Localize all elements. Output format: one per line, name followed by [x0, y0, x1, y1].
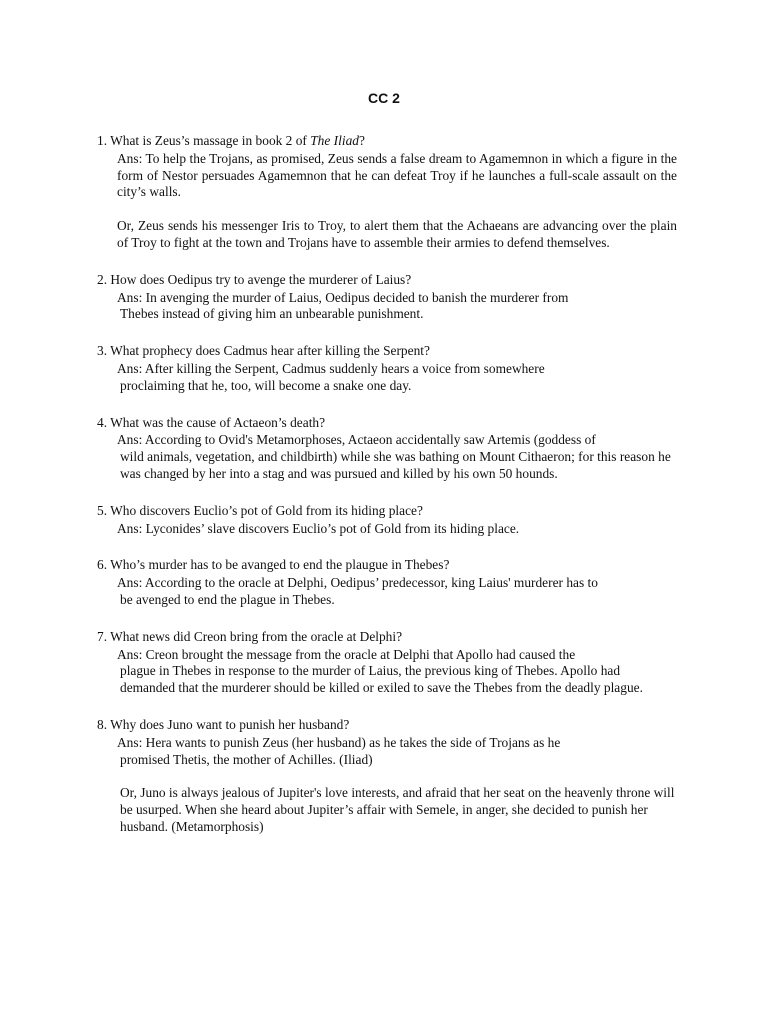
answer-1-paragraph-2: Or, Zeus sends his messenger Iris to Troy, to alert them that the Achaeans are advancing over the plain of Troy to fight at the town and Trojans have to assemble their armies to defend themselves.	[117, 218, 677, 250]
question-7: 7. What news did Creon bring from the oracle at Delphi?	[97, 628, 403, 644]
question-8: 8. Why does Juno want to punish her husband?	[97, 716, 350, 732]
qa-item-6	[97, 557, 677, 608]
answer-1	[117, 151, 677, 252]
qa-item-7	[97, 629, 677, 697]
qa-item-3	[97, 343, 677, 394]
qa-item-5	[97, 503, 677, 538]
question-6: 6. Who’s murder has to be avanged to end the plaugue in Thebes?	[97, 557, 450, 573]
qa-item-1	[97, 133, 677, 252]
page-title: CC 2	[368, 90, 400, 106]
book-title: The Iliad	[310, 133, 359, 148]
answer-6: Ans: According to the oracle at Delphi, Oedipus’ predecessor, king Laius' murderer has to be avenged to end the plague in Thebes.	[117, 575, 598, 607]
question-4: 4. What was the cause of Actaeon’s death?	[97, 414, 326, 430]
qa-item-2	[97, 272, 677, 323]
qa-item-4	[97, 415, 677, 483]
answer-5: Ans: Lyconides’ slave discovers Euclio’s pot of Gold from its hiding place.	[117, 520, 520, 536]
answer-1-paragraph-1: Ans: To help the Trojans, as promised, Zeus sends a false dream to Agamemnon in which a figure in the form of Nestor persuades Agamemnon that he can defeat Troy if he launches a full-scale assault on the city’s walls.	[117, 150, 677, 200]
question-3: 3. What prophecy does Cadmus hear after killing the Serpent?	[97, 343, 430, 359]
qa-item-8	[97, 717, 677, 836]
answer-8-paragraph-2: Or, Juno is always jealous of Jupiter's love interests, and afraid that her seat on the heavenly throne will be usurped. When she heard about Jupiter’s affair with Semele, in anger, she decided to punish her husband. (Metamorphosis)	[120, 785, 675, 834]
answer-4: Ans: According to Ovid's Metamorphoses, Actaeon accidentally saw Artemis (goddess of wild animals, vegetation, and childbirth) while she was bathing on Mount Cithaeron; for this reason he was changed by her into a stag and was pursued and killed by his own 50 hounds.	[117, 432, 671, 481]
question-1: 1. What is Zeus’s massage in book 2 of The Iliad?	[97, 133, 365, 148]
answer-7: Ans: Creon brought the message from the oracle at Delphi that Apollo had caused the plague in Thebes in response to the murder of Laius, the previous king of Thebes. Apollo had demanded that the murderer should be killed or exiled to save the Thebes from the deadly plague.	[117, 646, 643, 696]
answer-3: Ans: After killing the Serpent, Cadmus suddenly hears a voice from somewhere proclaiming that he, too, will become a snake one day.	[117, 360, 545, 393]
answer-8: Ans: Hera wants to punish Zeus (her husband) as he takes the side of Trojans as he promised Thetis, the mother of Achilles. (Iliad) Or, Juno is always jealous of Jupiter's love interests, and afraid that her seat on the heavenly throne will be usurped. When she heard about Jupiter’s affair with Semele, in anger, she decided to punish her husband. (Metamorphosis)	[117, 735, 677, 836]
answer-2: Ans: In avenging the murder of Laius, Oedipus decided to banish the murderer from Thebes instead of giving him an unbearable punishment.	[117, 289, 569, 322]
qa-list	[97, 133, 677, 856]
question-5: 5. Who discovers Euclio’s pot of Gold from its hiding place?	[97, 502, 423, 518]
question-2: 2. How does Oedipus try to avenge the murderer of Laius?	[97, 271, 412, 287]
